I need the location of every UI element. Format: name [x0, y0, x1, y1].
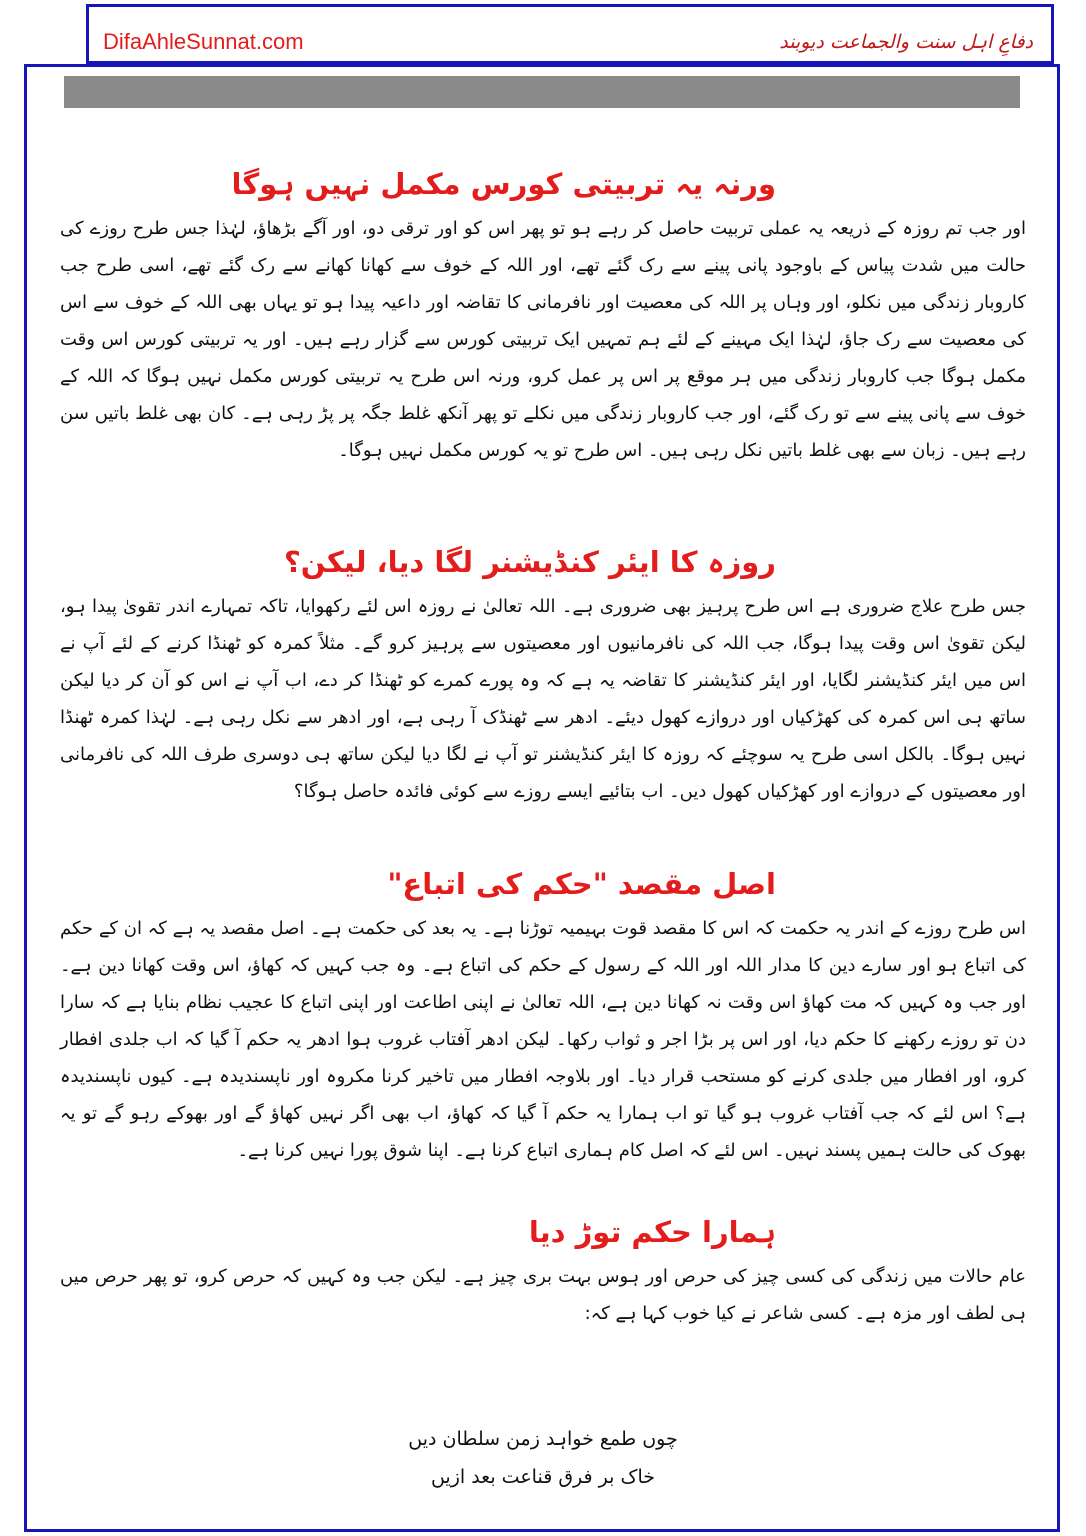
section-4: [60, 1214, 1026, 1332]
section-heading: اصل مقصد "حکم کی اتباع": [387, 867, 776, 901]
section-paragraph: اس طرح روزے کے اندر یہ حکمت کہ اس کا مقصد قوت بہیمیہ توڑنا ہے۔ یہ بعد کی حکمت ہے۔ اصل مقصد یہ ہے کہ ان کے حکم کی اتباع ہو اور سارے دین کا مدار اللہ اور اللہ کے رسول کے حکم کی اتباع ہے۔ وہ جب کہیں کہ کھاؤ، اس وقت کھانا دین ہے۔ اور جب وہ کہیں کہ مت کھاؤ اس وقت نہ کھانا دین ہے، اللہ تعالیٰ نے اپنی اطاعت اور اپنی اتباع کا عجیب نظام بنایا ہے کہ سارا دن تو روزے رکھنے کا حکم دیا، اور اس پر بڑا اجر و ثواب رکھا۔ لیکن ادھر آفتاب غروب ہوا ادھر یہ حکم آ گیا کہ اب جلدی افطار کرو، اور افطار میں جلدی کرنے کو مستحب قرار دیا۔ اور بلاوجہ افطار میں تاخیر کرنا مکروہ اور ناپسندیدہ ہے۔ کیوں ناپسندیدہ ہے؟ اس لئے کہ جب آفتاب غروب ہو گیا تو اب ہمارا یہ حکم آ گیا کہ کھاؤ، اب بھی اگر نہیں کھاؤ گے اور بھوکے رہو گے تو یہ بھوک کی حالت ہمیں پسند نہیں۔ اس لئے کہ اصل کام ہماری اتباع کرنا ہے۔ اپنا شوق پورا نہیں کرنا ہے۔: [60, 917, 1026, 1161]
section-paragraph: اور جب تم روزہ کے ذریعہ یہ عملی تربیت حاصل کر رہے ہو تو پھر اس کو اور ترقی دو، اور آگے بڑھاؤ، لہٰذا جس طرح روزے کی حالت میں شدت پیاس کے باوجود پانی پینے سے رک گئے تھے، اور اللہ کے خوف سے کھانا کھانے سے رک گئے تھے، اسی طرح جب کاروبار زندگی میں نکلو، اور وہاں پر اللہ کی معصیت اور نافرمانی کا تقاضہ اور داعیہ پیدا ہو تو یہاں بھی اللہ کے خوف سے اس کی معصیت سے رک جاؤ، لہٰذا ایک مہینے کے لئے ہم تمہیں ایک تربیتی کورس سے گزار رہے ہیں۔ اور یہ تربیتی کورس اس وقت مکمل ہوگا جب کاروبار زندگی میں ہر موقع پر اس پر عمل کرو، ورنہ اس طرح یہ تربیتی کورس مکمل نہیں ہوگا کہ اللہ کے خوف سے پانی پینے سے تو رک گئے، اور جب کاروبار زندگی میں نکلے تو پھر آنکھ غلط جگہ پر پڑ رہی ہے۔ کان بھی غلط باتیں سن رہے ہیں۔ زبان سے بھی غلط باتیں نکل رہی ہیں۔ اس طرح تو یہ کورس مکمل نہیں ہوگا۔: [60, 217, 1026, 461]
site-url-link[interactable]: DifaAhleSunnat.com: [103, 29, 304, 54]
poem-line: چوں طمع خواہد زمن سلطان دیں: [408, 1428, 678, 1450]
section-paragraph: عام حالات میں زندگی کی کسی چیز کی حرص اور ہوس بہت بری چیز ہے۔ لیکن جب وہ کہیں کہ حرص کرو، تو پھر حرص میں ہی لطف اور مزہ ہے۔ کسی شاعر نے کیا خوب کہا ہے کہ:: [60, 1265, 1026, 1324]
section-heading: ورنہ یہ تربیتی کورس مکمل نہیں ہوگا: [231, 167, 776, 201]
site-brand-title: دفاعِ اہل سنت والجماعت دیوبند: [779, 31, 1033, 53]
poem-line: خاک بر فرق قناعت بعد ازیں: [430, 1466, 656, 1488]
header-banner: [86, 4, 1054, 64]
section-paragraph: جس طرح علاج ضروری ہے اس طرح پرہیز بھی ضروری ہے۔ اللہ تعالیٰ نے روزہ اس لئے رکھوایا، تاکہ تمہارے اندر تقویٰ پیدا ہو، لیکن تقویٰ اس وقت پیدا ہوگا، جب اللہ کی نافرمانیوں اور معصیتوں سے پرہیز کرو گے۔ مثلاً کمرہ کو ٹھنڈا کرنے کے لئے آپ نے اس میں ایئر کنڈیشنر لگایا، اور ایئر کنڈیشنر کا تقاضہ یہ ہے کہ وہ پورے کمرے کو ٹھنڈا کر دے، اب آپ نے اس کو آن کر دیا لیکن ساتھ ہی اس کمرہ کی کھڑکیاں اور دروازے کھول دیئے۔ ادھر سے ٹھنڈک آ رہی ہے، اور ادھر سے نکل رہی ہے۔ لہٰذا کمرہ ٹھنڈا نہیں ہوگا۔ بالکل اسی طرح یہ سوچئے کہ روزہ کا ایئر کنڈیشنر تو آپ نے لگا دیا لیکن ساتھ ہی دوسری طرف اللہ کی نافرمانی اور معصیتوں کے دروازے اور کھڑکیاں کھول دیں۔ اب بتائیے ایسے روزے سے کوئی فائدہ حاصل ہوگا؟: [60, 595, 1026, 802]
poem: [0, 1420, 1086, 1496]
section-heading: روزہ کا ایئر کنڈیشنر لگا دیا، لیکن؟: [283, 545, 776, 579]
section-heading: ہمارا حکم توڑ دیا: [528, 1215, 776, 1249]
section-2: [60, 544, 1026, 810]
gray-divider-bar: [64, 76, 1020, 108]
section-1: [60, 166, 1026, 469]
section-3: [60, 866, 1026, 1169]
